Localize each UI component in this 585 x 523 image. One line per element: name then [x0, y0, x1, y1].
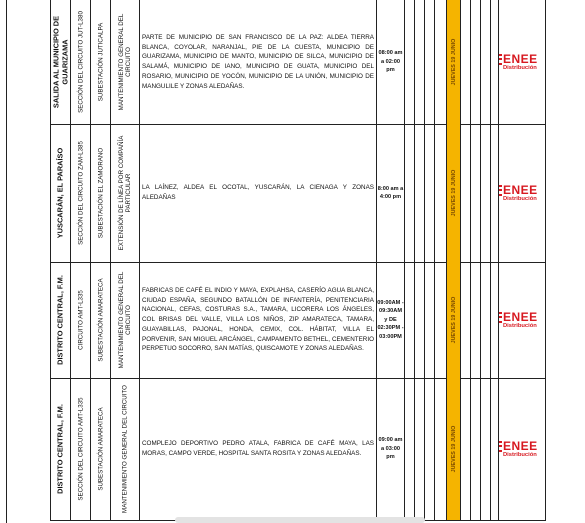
blank-cell	[404, 0, 414, 124]
time-cell	[376, 124, 404, 262]
blank-cell	[434, 0, 446, 124]
logo-word: ENEE	[503, 309, 538, 324]
logo-cell	[498, 124, 546, 262]
description-text: PARTE DE MUNICIPIO DE SAN FRANCISCO DE LA PAZ: ALDEA TIERRA BLANCA, COYOLAR, NARANJAL, PIE DE LA CUESTA, MUNICIPIO DE GUARIZAMA, MUNICIPIO DE MANTO, MUNICIPIO DE SILCA, MUNICIPIO DE SALAMÁ, MUNICIPIO DE IANO, MUNICIPIO DE GUATA, MUNICIPIO DEL ROSARIO, MUNICIPIO DE YOCÓN, MUNICIPIO DE LA UNIÓN, MUNICIPIO DE MANGULILE Y ZONAS ALEDAÑAS.	[142, 33, 374, 90]
blank-cell	[424, 124, 434, 262]
description-text: FABRICAS DE CAFÉ EL INDIO Y MAYA, EXPLAHSA, CASERÍO AGUA BLANCA, CIUDAD ESPAÑA, SEGUNDO BATALLÓN DE INFANTERÍA, PENITENCIARIA NACIONAL, CEFAS, COSTURAS S.A., TAMARA, LICORERA LOS ÁNGELES, COL BRISAS DEL VALLE, VILLA LOS NIÑOS, ZIP AMARATECA, TAMARA, GUAYABILLAS, PAJONAL, HONDA, CEMIX, COL. HÁBITAT, VILLA EL PORVENIR, SAN MIGUEL ARCÁNGEL, CAMPAMENTO BETHEL, CEMENTERIO PERPETUO SOCORRO, SAN MATÍAS, QUISCAMOTE Y ZONAS ALEDAÑAS.	[142, 286, 374, 353]
substation-text: SUBESTACIÓN EL ZAMORANO	[96, 147, 104, 239]
substation-text: SUBESTACIÓN AMARATECA	[96, 407, 104, 491]
logo-subtitle: Distribución	[503, 451, 537, 458]
logo-cell	[498, 0, 546, 124]
logo-word: ENEE	[503, 438, 538, 453]
section-text: SECCIÓN DEL CIRCUITO ZAM-L385	[76, 141, 84, 245]
blank-cell	[480, 378, 490, 520]
logo-subtitle: Distribución	[503, 195, 537, 202]
description-cell	[139, 124, 376, 262]
location-cell	[50, 124, 70, 262]
page-edge-line	[6, 0, 7, 523]
logo-word: ENEE	[503, 182, 538, 197]
date-cell	[446, 262, 460, 378]
page-bottom-shadow	[175, 517, 425, 523]
blank-cell	[490, 378, 498, 520]
blank-cell	[470, 0, 480, 124]
substation-text: SUBESTACIÓN AMARATECA	[96, 278, 104, 362]
section-cell	[70, 124, 90, 262]
time-text: 09:00AM - 09:30AM y DE 02:30PM - 03:00PM	[377, 300, 404, 340]
substation-cell	[90, 0, 110, 124]
blank-cell	[404, 262, 414, 378]
work-text: MANTENIMIENTO GENERAL DEL CIRCUITO	[121, 385, 129, 513]
enee-logo	[499, 309, 538, 324]
blank-cell	[460, 0, 470, 124]
location-cell	[50, 378, 70, 520]
section-text: SECCIÓN DEL CIRCUITO JUT-L380	[76, 11, 84, 113]
enee-logo	[499, 51, 538, 66]
blank-cell	[424, 378, 434, 520]
blank-cell	[470, 262, 480, 378]
section-cell	[70, 378, 90, 520]
work-cell	[110, 0, 139, 124]
time-text: 09:00 am a 03:00 pm	[378, 437, 403, 461]
blank-cell	[460, 124, 470, 262]
date-cell	[446, 0, 460, 124]
blank-cell	[480, 0, 490, 124]
work-cell	[110, 262, 139, 378]
time-cell	[376, 0, 404, 124]
blank-cell	[434, 262, 446, 378]
location-cell	[50, 0, 70, 124]
blank-cell	[434, 378, 446, 520]
enee-logo-icon	[499, 441, 502, 452]
time-text: 08:00 am a 02:00 pm	[378, 50, 403, 74]
blank-cell	[424, 0, 434, 124]
description-cell	[139, 262, 376, 378]
date-text: JUEVES 19 JUNIO	[450, 169, 457, 217]
enee-logo-icon	[499, 312, 502, 323]
logo-word: ENEE	[503, 51, 538, 66]
section-text: SECCIÓN DEL CIRCUITO AMT-L335	[76, 397, 84, 501]
work-text: EXTENSIÓN DE LÍNEA POR COMPAÑÍA PARTICULAR	[117, 135, 132, 251]
date-text: JUEVES 19 JUNIO	[450, 38, 457, 86]
blank-cell	[414, 262, 424, 378]
location-text: DISTRITO CENTRAL, F.M.	[55, 404, 65, 494]
substation-cell	[90, 124, 110, 262]
blank-cell	[480, 124, 490, 262]
work-text: MANTENIMIENTO GENERAL DEL CIRCUITO	[117, 13, 132, 111]
date-cell	[446, 378, 460, 520]
section-cell	[70, 0, 90, 124]
blank-cell	[490, 0, 498, 124]
table-row	[50, 378, 546, 521]
location-text: YUSCARÁN, EL PARAÍSO	[55, 147, 65, 239]
table-row	[50, 0, 546, 125]
table-row	[50, 262, 546, 379]
blank-cell	[414, 378, 424, 520]
logo-subtitle: Distribución	[503, 322, 537, 329]
work-cell	[110, 378, 139, 520]
work-cell	[110, 124, 139, 262]
work-text: MANTENIMIENTO GENERAL DEL CIRCUITO	[117, 271, 132, 369]
blank-cell	[480, 262, 490, 378]
time-cell	[376, 378, 404, 520]
date-text: JUEVES 19 JUNIO	[450, 425, 457, 473]
blank-cell	[490, 124, 498, 262]
logo-subtitle: Distribución	[503, 64, 537, 71]
logo-cell	[498, 262, 546, 378]
time-cell	[376, 262, 404, 378]
date-text: JUEVES 19 JUNIO	[450, 296, 457, 344]
logo-cell	[498, 378, 546, 520]
enee-logo-icon	[499, 54, 502, 65]
substation-text: SUBESTACIÓN JUTICALPA	[96, 22, 104, 102]
blank-cell	[414, 124, 424, 262]
blank-cell	[490, 262, 498, 378]
enee-logo	[499, 438, 538, 453]
location-text: DISTRITO CENTRAL, F.M.	[55, 275, 65, 365]
description-text: COMPLEJO DEPORTIVO PEDRO ATALA, FABRICA DE CAFÉ MAYA, LAS MORAS, CAMPO VERDE, HOSPITAL SANTA ROSITA Y ZONAS ALEDAÑAS.	[142, 440, 374, 457]
substation-cell	[90, 378, 110, 520]
section-cell	[70, 262, 90, 378]
table-row	[50, 124, 546, 263]
blank-cell	[404, 124, 414, 262]
description-text: LA LAÍNEZ, ALDEA EL OCOTAL, YUSCARÁN, LA CIENAGA Y ZONAS ALEDAÑAS	[142, 184, 374, 201]
blank-cell	[470, 124, 480, 262]
blank-cell	[434, 124, 446, 262]
blank-cell	[414, 0, 424, 124]
blank-cell	[424, 262, 434, 378]
description-cell	[139, 0, 376, 124]
time-text: 8:00 am a 4:00 pm	[377, 185, 404, 200]
location-cell	[50, 262, 70, 378]
section-text: CIRCUITO AMT-L335	[76, 290, 84, 350]
blank-cell	[460, 378, 470, 520]
blank-cell	[470, 378, 480, 520]
enee-logo	[499, 182, 538, 197]
location-text: SALIDA AL MUNICIPIO DE GUARIZAMA	[50, 15, 69, 109]
enee-logo-icon	[499, 185, 502, 196]
description-cell	[139, 378, 376, 520]
blank-cell	[460, 262, 470, 378]
date-cell	[446, 124, 460, 262]
substation-cell	[90, 262, 110, 378]
blank-cell	[404, 378, 414, 520]
